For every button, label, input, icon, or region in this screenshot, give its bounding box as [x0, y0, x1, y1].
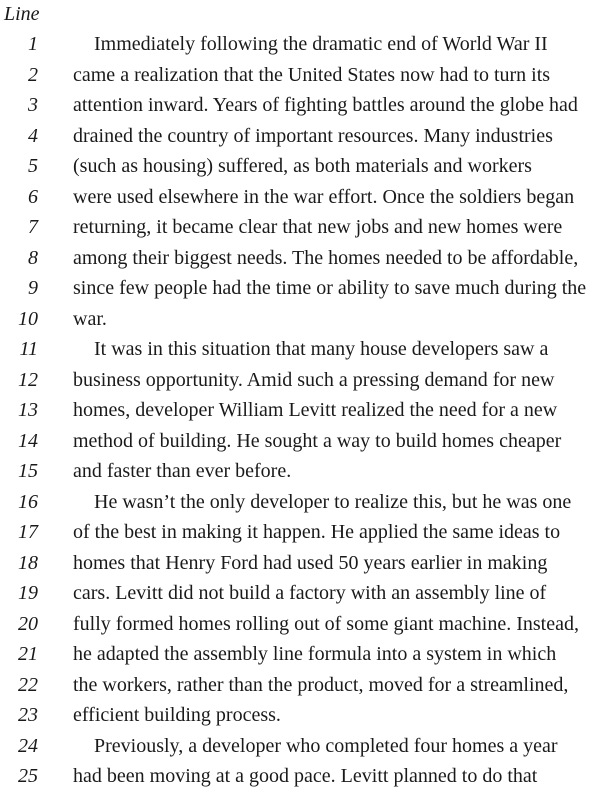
passage-line: [0, 426, 614, 457]
line-number: 25: [18, 765, 38, 787]
line-text: business opportunity. Amid such a pressing demand for new: [73, 368, 555, 391]
line-number: 22: [18, 673, 38, 696]
line-column-header: Line: [4, 3, 40, 25]
passage-line: [0, 639, 614, 670]
line-number: 9: [28, 277, 38, 299]
passage-line: [0, 151, 614, 182]
line-number: 18: [18, 551, 38, 574]
line-text: homes, developer William Levitt realized the need for a new: [73, 399, 558, 421]
line-number: 20: [18, 612, 38, 635]
line-text: war.: [73, 307, 107, 330]
passage-line: [0, 578, 614, 609]
line-text: returning, it became clear that new jobs and new homes were: [73, 216, 563, 238]
line-text: were used elsewhere in the war effort. Once the soldiers began: [73, 185, 575, 208]
passage-line: [0, 548, 614, 579]
passage-line: [0, 761, 614, 792]
line-number: 21: [18, 643, 38, 665]
line-number: 11: [19, 338, 38, 360]
line-number: 7: [28, 216, 38, 238]
line-text: cars. Levitt did not build a factory with an assembly line of: [73, 582, 547, 604]
line-text: since few people had the time or ability to save much during the: [73, 277, 587, 299]
line-number: 4: [28, 124, 38, 147]
line-text: and faster than ever before.: [73, 460, 292, 482]
line-number: 1: [28, 33, 38, 55]
passage-line: [0, 487, 614, 518]
line-number: 5: [28, 155, 38, 177]
line-text: of the best in making it happen. He applied the same ideas to: [73, 521, 561, 543]
passage-line: [0, 304, 614, 335]
line-number: 14: [18, 429, 38, 452]
passage-line: [0, 517, 614, 548]
line-number: 19: [18, 582, 38, 604]
line-text: the workers, rather than the product, moved for a streamlined,: [73, 673, 569, 696]
passage-line: [0, 609, 614, 640]
line-text: It was in this situation that many house developers saw a: [94, 338, 549, 360]
line-text: Previously, a developer who completed four homes a year: [94, 734, 558, 757]
line-number: 2: [28, 63, 38, 86]
line-text: He wasn’t the only developer to realize this, but he was one: [94, 490, 572, 513]
passage-line: [0, 365, 614, 396]
line-text: homes that Henry Ford had used 50 years earlier in making: [73, 551, 548, 574]
passage-line: [0, 395, 614, 426]
passage-line: [0, 182, 614, 213]
line-text: came a realization that the United States now had to turn its: [73, 63, 551, 86]
passage-line: [0, 60, 614, 91]
line-number: 10: [18, 307, 38, 330]
line-number: 6: [28, 185, 38, 208]
passage-line: [0, 212, 614, 243]
line-text: efficient building process.: [73, 704, 281, 726]
line-text: had been moving at a good pace. Levitt planned to do that: [73, 765, 538, 787]
line-text: fully formed homes rolling out of some giant machine. Instead,: [73, 612, 579, 635]
passage-line: [0, 90, 614, 121]
line-text: he adapted the assembly line formula into a system in which: [73, 643, 557, 665]
line-number: 23: [18, 704, 38, 726]
line-number: 24: [18, 734, 38, 757]
line-text: Immediately following the dramatic end of World War II: [94, 33, 548, 55]
passage-line: [0, 243, 614, 274]
passage-line: [0, 670, 614, 701]
passage-line: [0, 334, 614, 365]
line-number: 13: [18, 399, 38, 421]
line-text: (such as housing) suffered, as both materials and workers: [73, 155, 532, 177]
passage-line: [0, 456, 614, 487]
line-number: 3: [28, 94, 38, 116]
line-number: 12: [18, 368, 38, 391]
line-text: among their biggest needs. The homes needed to be affordable,: [73, 246, 579, 269]
line-number: 15: [18, 460, 38, 482]
passage-line: [0, 731, 614, 762]
line-text: drained the country of important resources. Many industries: [73, 124, 553, 147]
passage-lines: [0, 29, 614, 792]
line-number: 8: [28, 246, 38, 269]
passage-line: [0, 121, 614, 152]
line-text: attention inward. Years of fighting battles around the globe had: [73, 94, 578, 116]
passage-line: [0, 273, 614, 304]
line-number: 16: [18, 490, 38, 513]
line-text: method of building. He sought a way to build homes cheaper: [73, 429, 562, 452]
line-number: 17: [18, 521, 38, 543]
passage-line: [0, 29, 614, 60]
passage-line: [0, 700, 614, 731]
